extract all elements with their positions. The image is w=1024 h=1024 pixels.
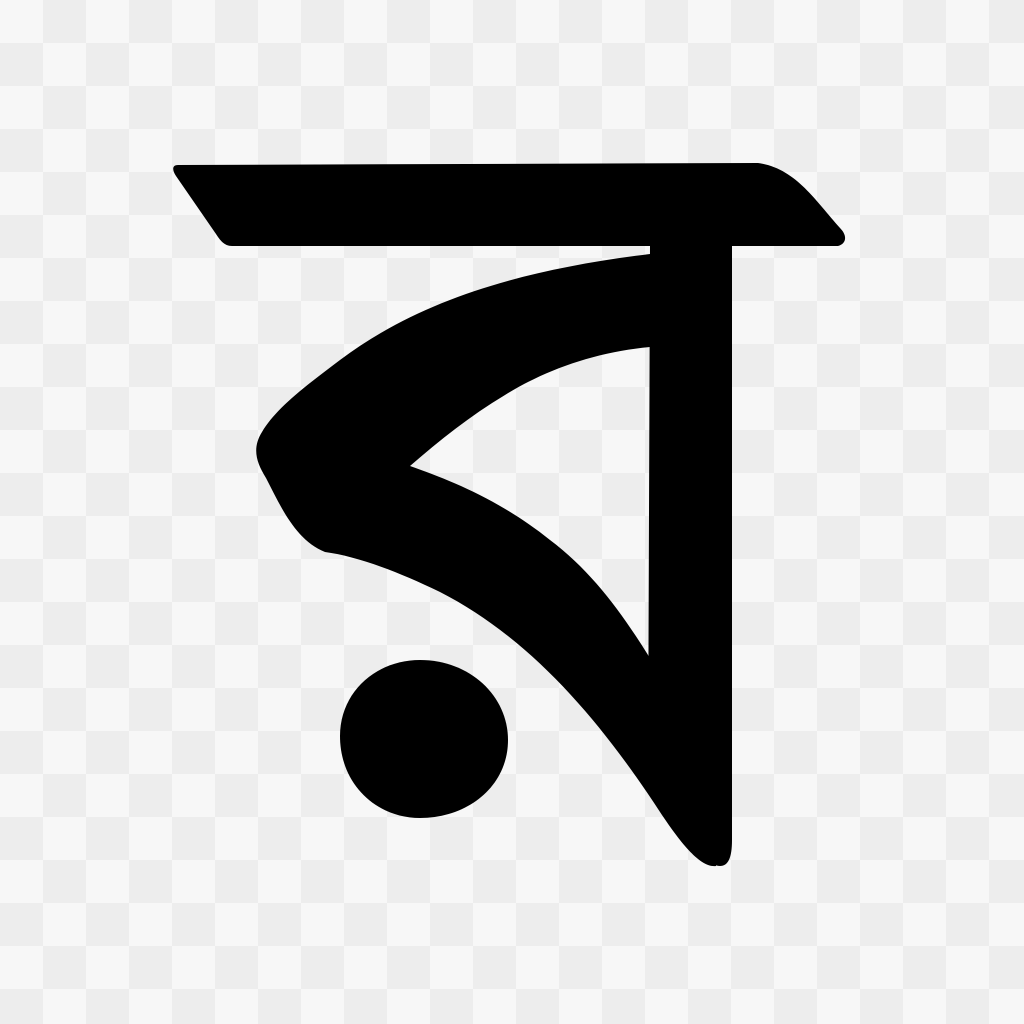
glyph-headline-bar (173, 163, 845, 246)
glyph-dot (340, 660, 508, 818)
glyph-shapes (173, 163, 845, 866)
